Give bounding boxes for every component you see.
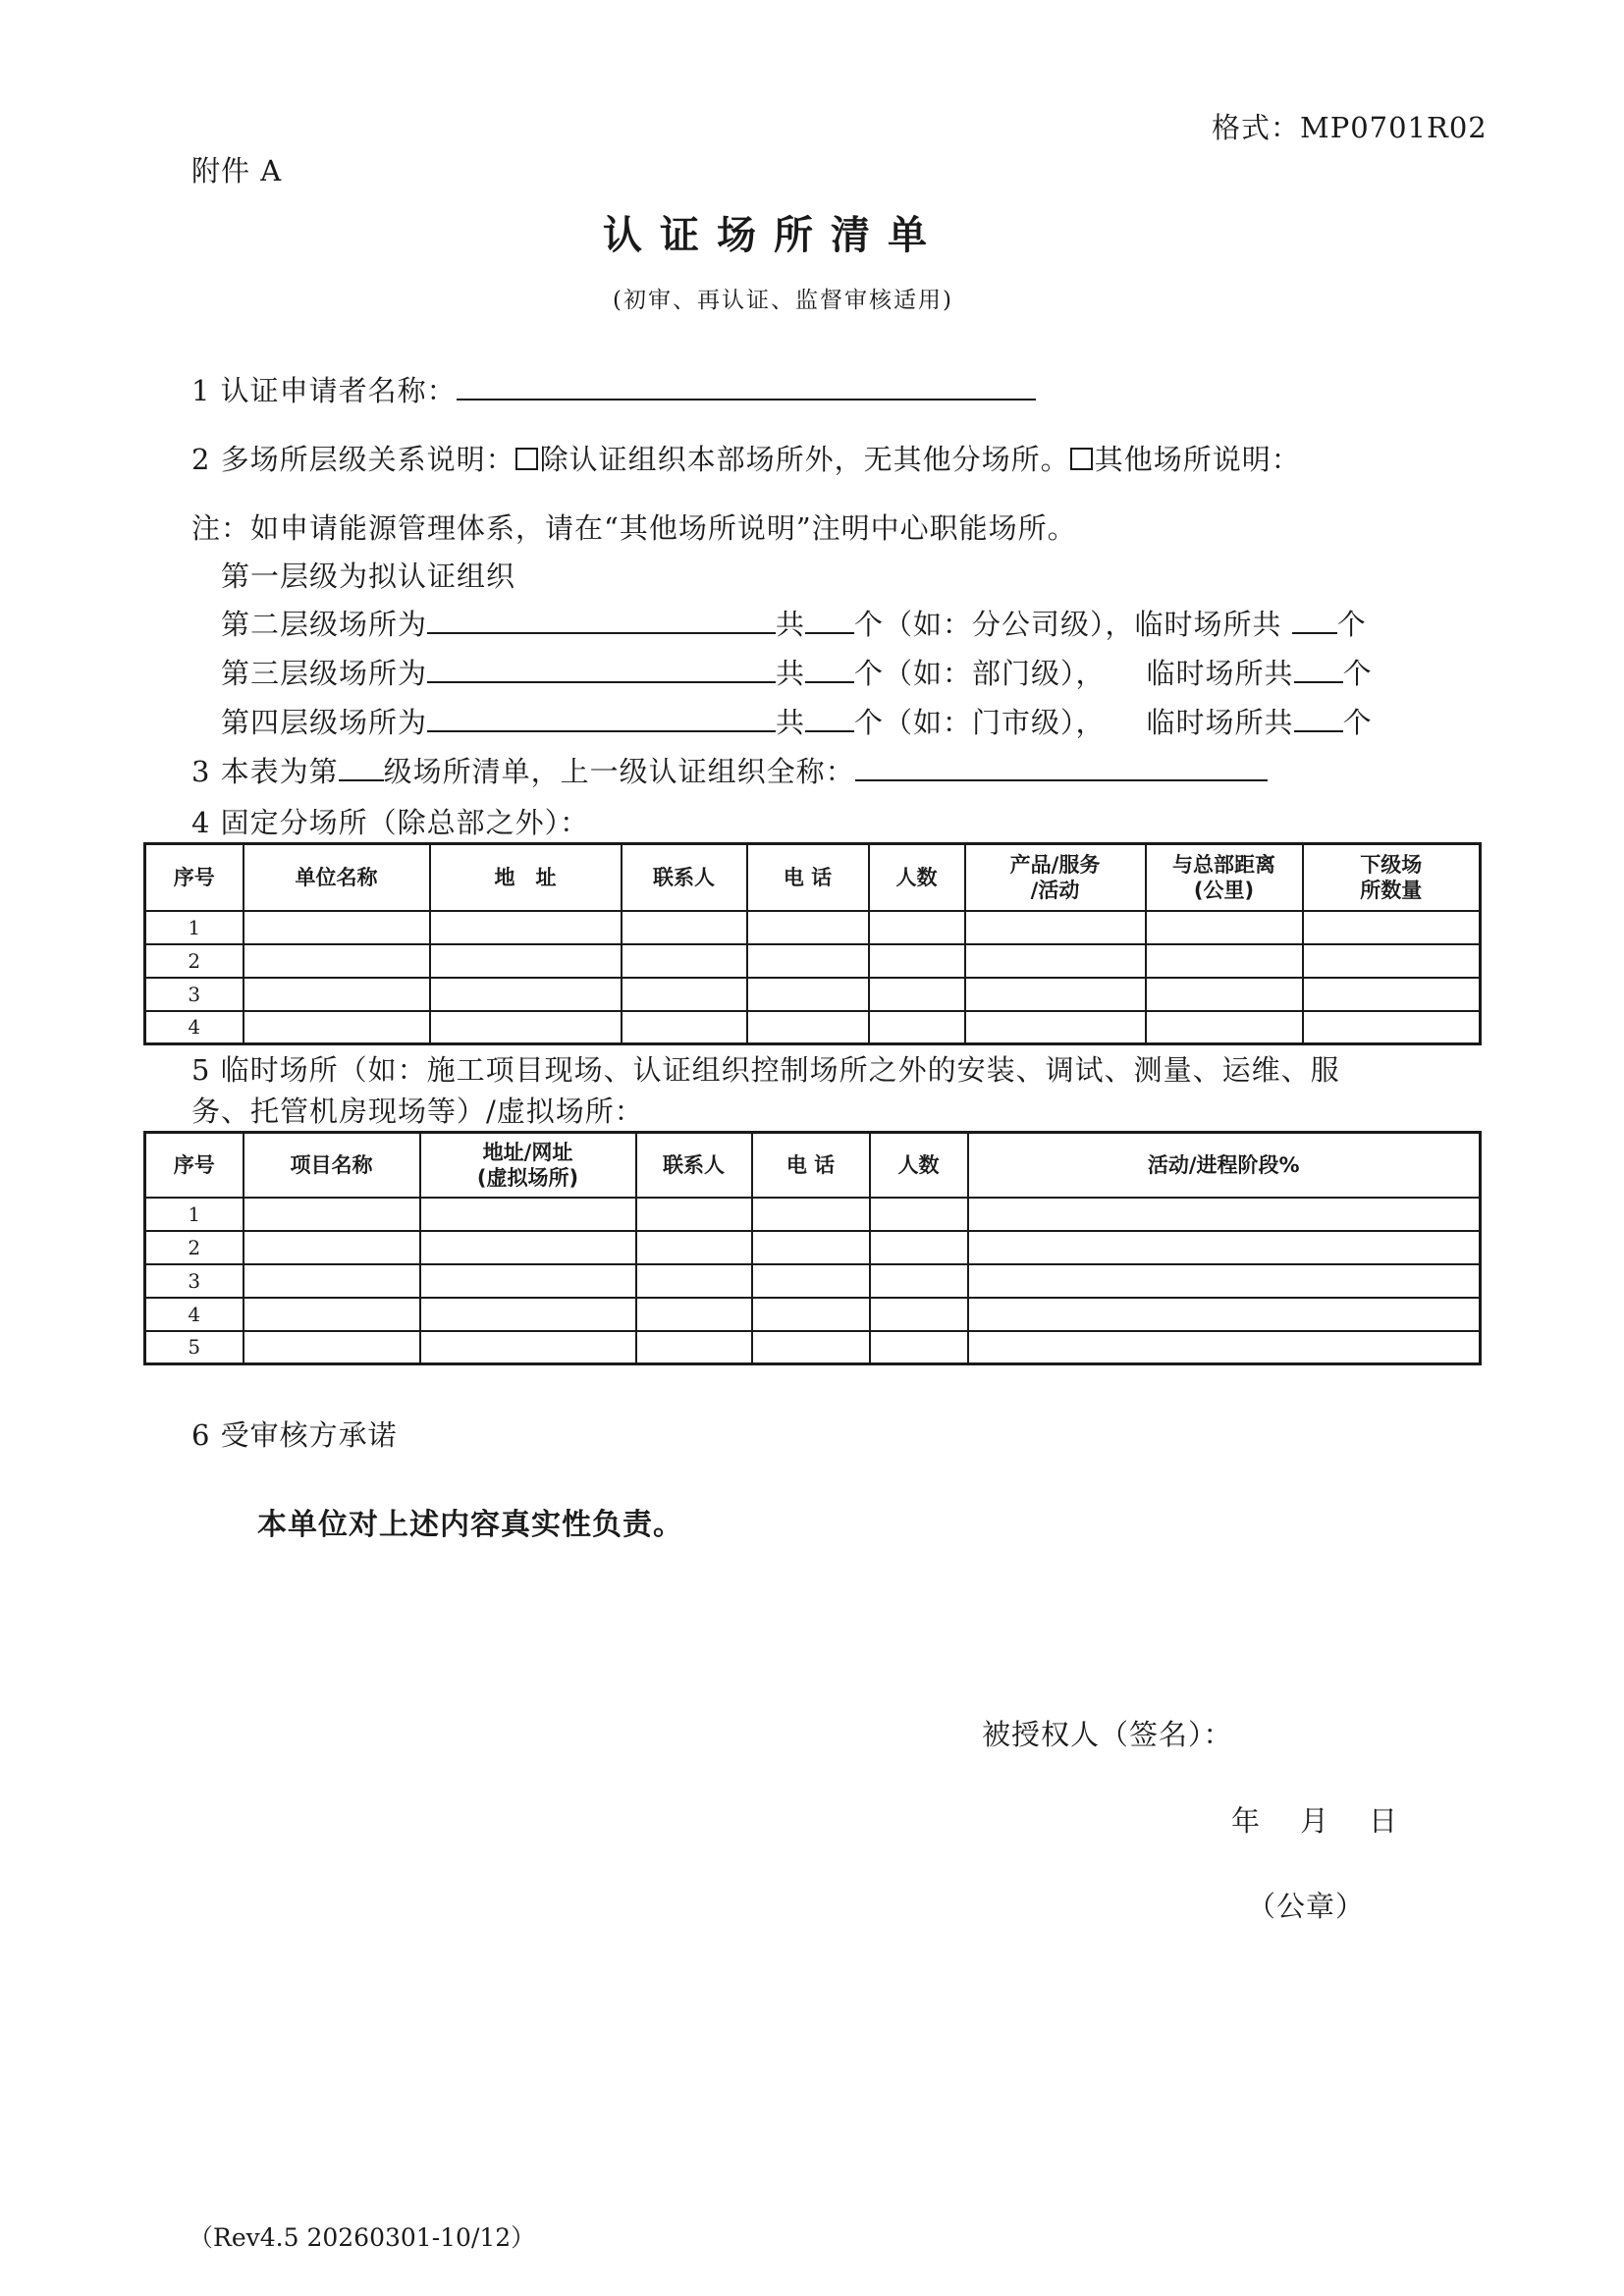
table-cell[interactable] [965,944,1146,978]
level-2-total-label: 共 [776,608,806,641]
level-3-row [221,652,1373,692]
section-1-row [191,369,1036,409]
commitment-statement: 本单位对上述内容真实性负责。 [257,1508,683,1542]
annex-label: 附件 A [191,154,283,187]
header-cell: 联系人 [622,844,747,911]
section-5-label-line2: 务、托管机房现场等）/虚拟场所： [191,1095,644,1128]
table-cell[interactable] [968,1331,1481,1364]
table-cell[interactable] [869,978,965,1011]
level-4-example: 个（如：门市级）， [854,706,1106,739]
table-cell[interactable] [752,1298,870,1331]
no-other-sites-text: 除认证组织本部场所外，无其他分场所。 [539,443,1070,476]
table-cell[interactable] [420,1231,636,1264]
header-cell: 产品/服务 /活动 [965,844,1146,911]
table-cell[interactable] [430,978,622,1011]
table-cell[interactable] [1146,944,1303,978]
header-cell: 电 话 [752,1133,870,1198]
row-number: 4 [145,1011,244,1044]
table-cell[interactable] [636,1298,752,1331]
table-cell[interactable] [1303,911,1481,944]
level-3-temp-label: 临时场所共 [1146,657,1294,690]
table-cell[interactable] [747,911,869,944]
table-row [145,1231,1481,1264]
level-4-temp-count-field[interactable] [1294,730,1343,732]
authorized-signature-label: 被授权人（签名）： [982,1718,1233,1751]
table-cell[interactable] [420,1264,636,1298]
level-1-text: 第一层级为拟认证组织 [221,560,516,593]
level-4-row [221,701,1373,741]
temporary-sites-table [143,1131,1482,1365]
table-row [145,944,1481,978]
table-cell[interactable] [244,1011,430,1044]
level-list-prefix: 3 本表为第 [191,755,339,788]
fixed-sites-table [143,842,1482,1045]
applicant-name-field[interactable] [457,399,1036,400]
page-subtitle: (初审、再认证、监督审核适用) [613,288,953,313]
table-row [145,978,1481,1011]
level-2-temp-count-field[interactable] [1292,632,1337,634]
table-cell[interactable] [1303,1011,1481,1044]
table-cell[interactable] [622,911,747,944]
table-cell[interactable] [420,1298,636,1331]
table-cell[interactable] [870,1331,968,1364]
fixed-sites-header-row [145,844,1481,911]
row-number: 4 [145,1298,244,1331]
other-sites-text: 其他场所说明： [1094,443,1301,476]
section-4-label: 4 固定分场所（除总部之外）： [191,806,590,839]
table-cell[interactable] [752,1331,870,1364]
level-2-count-field[interactable] [805,632,854,634]
header-cell: 单位名称 [244,844,430,911]
applicant-name-label: 1 认证申请者名称： [191,374,457,407]
table-cell[interactable] [869,1011,965,1044]
other-sites-checkbox[interactable] [1070,448,1093,470]
table-cell[interactable] [870,1264,968,1298]
header-cell: 人数 [870,1133,968,1198]
table-cell[interactable] [1146,911,1303,944]
table-cell[interactable] [747,944,869,978]
table-cell[interactable] [430,911,622,944]
level-4-total-label: 共 [776,706,806,739]
temporary-sites-header-row [145,1133,1481,1198]
table-cell[interactable] [636,1264,752,1298]
level-2-example: 个（如：分公司级），临时场所共 [854,608,1282,641]
level-3-unit: 个 [1342,657,1373,690]
table-row [145,1198,1481,1231]
section-6-label: 6 受审核方承诺 [191,1418,398,1452]
table-cell[interactable] [1146,978,1303,1011]
table-cell[interactable] [1303,944,1481,978]
table-cell[interactable] [622,978,747,1011]
table-row [145,911,1481,944]
table-cell[interactable] [244,1231,420,1264]
multi-site-label: 2 多场所层级关系说明： [191,443,515,476]
level-2-label: 第二层级场所为 [221,608,428,641]
row-number: 2 [145,1231,244,1264]
header-cell: 活动/进程阶段% [968,1133,1481,1198]
level-3-temp-count-field[interactable] [1294,681,1343,683]
table-row [145,1264,1481,1298]
section-3-row [191,750,1268,790]
table-cell[interactable] [870,1198,968,1231]
format-code: 格式：MP0701R02 [1212,111,1488,144]
table-cell[interactable] [968,1264,1481,1298]
level-3-field[interactable] [427,681,776,683]
section-2-row [191,438,1301,478]
table-cell[interactable] [752,1264,870,1298]
table-cell[interactable] [420,1198,636,1231]
table-cell[interactable] [244,1298,420,1331]
parent-org-label: 级场所清单，上一级认证组织全称： [383,755,855,788]
table-cell[interactable] [244,1264,420,1298]
table-cell[interactable] [869,911,965,944]
table-cell[interactable] [636,1198,752,1231]
header-cell: 电 话 [747,844,869,911]
header-cell: 序号 [145,1133,244,1198]
row-number: 1 [145,911,244,944]
table-cell[interactable] [965,1011,1146,1044]
header-cell: 与总部距离 (公里) [1146,844,1303,911]
date-label: 年 月 日 [1231,1804,1404,1838]
no-other-sites-checkbox[interactable] [515,448,538,470]
table-cell[interactable] [430,944,622,978]
level-3-example: 个（如：部门级）， [854,657,1106,690]
level-3-count-field[interactable] [805,681,854,683]
level-4-temp-label: 临时场所共 [1146,706,1294,739]
table-cell[interactable] [968,1198,1481,1231]
level-2-field[interactable] [427,632,776,634]
level-4-count-field[interactable] [805,730,854,732]
list-level-field[interactable] [339,779,384,781]
table-cell[interactable] [636,1331,752,1364]
table-cell[interactable] [244,1331,420,1364]
table-cell[interactable] [622,944,747,978]
page-title: 认证场所清单 [603,213,945,258]
table-cell[interactable] [968,1298,1481,1331]
table-cell[interactable] [968,1231,1481,1264]
header-cell: 序号 [145,844,244,911]
table-cell[interactable] [244,1198,420,1231]
section-5-label-line1: 5 临时场所（如：施工项目现场、认证组织控制场所之外的安装、调试、测量、运维、服 [191,1053,1340,1087]
row-number: 2 [145,944,244,978]
level-3-total-label: 共 [776,657,806,690]
revision-footer: （Rev4.5 20260301-10/12） [189,2223,536,2252]
table-cell[interactable] [244,911,430,944]
level-2-row [221,603,1367,643]
energy-note: 注：如申请能源管理体系，请在“其他场所说明”注明中心职能场所。 [191,511,1077,545]
table-cell[interactable] [636,1231,752,1264]
row-number: 1 [145,1198,244,1231]
level-4-label: 第四层级场所为 [221,706,428,739]
row-number: 3 [145,1264,244,1298]
level-4-unit: 个 [1342,706,1373,739]
table-cell[interactable] [869,944,965,978]
table-cell[interactable] [420,1331,636,1364]
row-number: 5 [145,1331,244,1364]
table-cell[interactable] [244,944,430,978]
row-number: 3 [145,978,244,1011]
header-cell: 联系人 [636,1133,752,1198]
table-cell[interactable] [965,978,1146,1011]
table-cell[interactable] [752,1231,870,1264]
table-row [145,1331,1481,1364]
table-cell[interactable] [1146,1011,1303,1044]
table-cell[interactable] [1303,978,1481,1011]
level-2-unit: 个 [1336,608,1367,641]
header-cell: 项目名称 [244,1133,420,1198]
table-cell[interactable] [747,978,869,1011]
level-3-label: 第三层级场所为 [221,657,428,690]
table-row [145,1298,1481,1331]
table-cell[interactable] [430,1011,622,1044]
header-cell: 下级场 所数量 [1303,844,1481,911]
header-cell: 地址/网址 (虚拟场所) [420,1133,636,1198]
parent-org-field[interactable] [855,779,1268,781]
header-cell: 人数 [869,844,965,911]
level-4-field[interactable] [427,730,776,732]
table-cell[interactable] [622,1011,747,1044]
table-row [145,1011,1481,1044]
table-cell[interactable] [870,1298,968,1331]
table-cell[interactable] [965,911,1146,944]
table-cell[interactable] [752,1198,870,1231]
table-cell[interactable] [244,978,430,1011]
table-cell[interactable] [747,1011,869,1044]
official-seal-label: （公章） [1247,1890,1366,1923]
table-cell[interactable] [870,1231,968,1264]
header-cell: 地 址 [430,844,622,911]
